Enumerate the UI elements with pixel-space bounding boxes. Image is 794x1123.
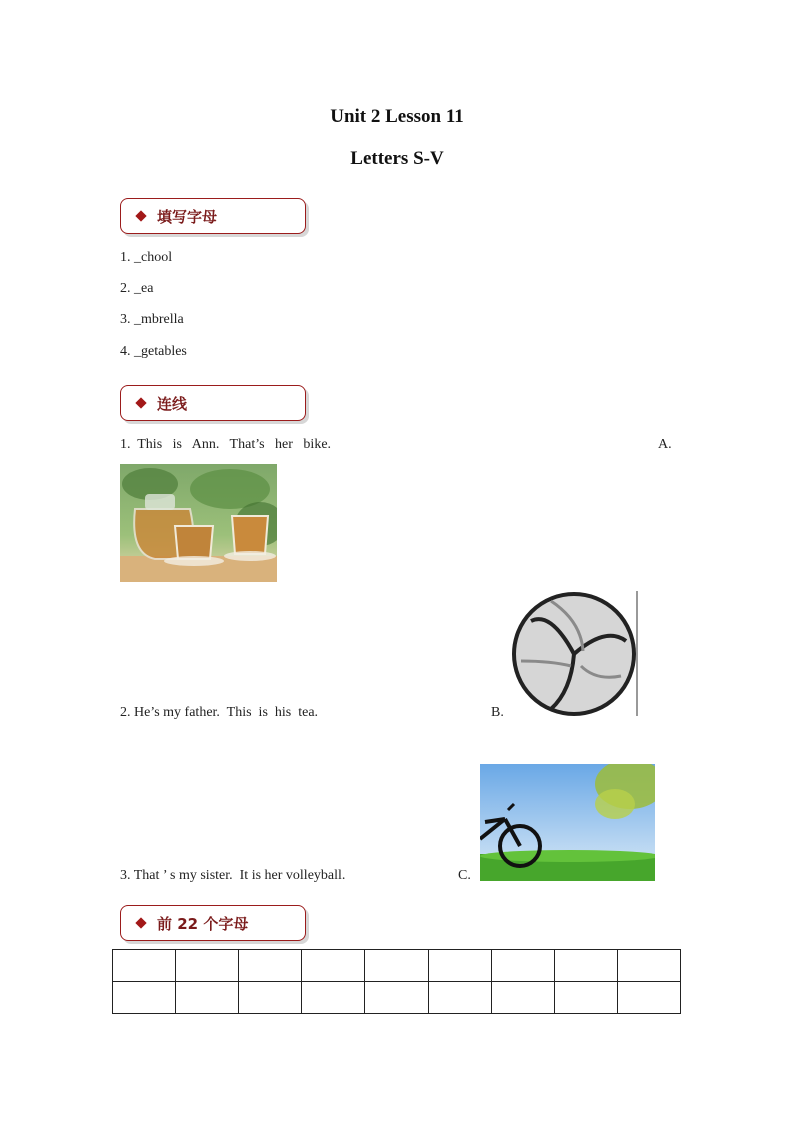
grid-cell[interactable] (176, 950, 239, 982)
grid-cell[interactable] (491, 982, 554, 1014)
bike-picture (480, 764, 655, 881)
grid-row (113, 982, 681, 1014)
option-label: B. (491, 705, 504, 720)
grid-cell[interactable] (554, 950, 617, 982)
match-item: 3. That ’ s my sister. It is her volleyball. (120, 868, 346, 883)
section-heading: 前 22 个字母 (157, 914, 249, 933)
fill-item: 2. _ea (120, 281, 154, 296)
volleyball-picture (511, 591, 639, 716)
grid-cell[interactable] (176, 982, 239, 1014)
grid-cell[interactable] (302, 950, 365, 982)
section-heading: 填写字母 (157, 207, 218, 226)
letter-writing-grid (112, 949, 681, 1014)
diamond-icon (135, 397, 146, 408)
fill-item: 4. _getables (120, 344, 187, 359)
grid-cell[interactable] (491, 950, 554, 982)
grid-cell[interactable] (239, 950, 302, 982)
tea-picture (120, 464, 277, 582)
page-subtitle: Letters S-V (350, 148, 444, 169)
grid-cell[interactable] (239, 982, 302, 1014)
fill-item: 1. _chool (120, 250, 173, 265)
section-header-first-22-letters (120, 905, 306, 941)
section-heading: 连线 (157, 394, 188, 413)
section-header-fill-letters (120, 198, 306, 234)
diamond-icon (135, 210, 146, 221)
option-label: A. (658, 437, 672, 452)
grid-cell[interactable] (617, 950, 680, 982)
section-header-matching (120, 385, 306, 421)
grid-cell[interactable] (617, 982, 680, 1014)
diamond-icon (135, 917, 146, 928)
grid-cell[interactable] (302, 982, 365, 1014)
page-title: Unit 2 Lesson 11 (330, 106, 464, 127)
grid-cell[interactable] (113, 950, 176, 982)
fill-item: 3. _mbrella (120, 312, 184, 327)
grid-cell[interactable] (554, 982, 617, 1014)
grid-cell[interactable] (365, 950, 428, 982)
grid-cell[interactable] (113, 982, 176, 1014)
grid-cell[interactable] (428, 950, 491, 982)
option-label: C. (458, 868, 471, 883)
match-item: 2. He’s my father. This is his tea. (120, 705, 319, 720)
grid-row (113, 950, 681, 982)
grid-cell[interactable] (365, 982, 428, 1014)
grid-cell[interactable] (428, 982, 491, 1014)
match-item: 1. This is Ann. That’s her bike. (120, 437, 332, 452)
